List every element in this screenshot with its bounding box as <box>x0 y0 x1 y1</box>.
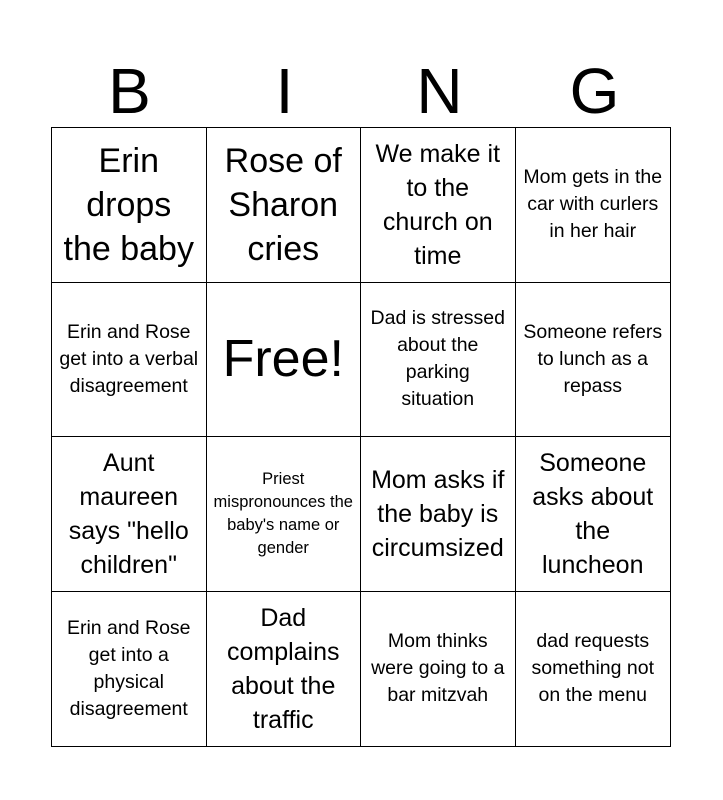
bingo-cell-r4c2[interactable] <box>207 592 362 747</box>
bingo-grid <box>51 127 671 747</box>
bingo-cell-r4c1[interactable] <box>52 592 207 747</box>
bingo-header <box>52 55 672 127</box>
bingo-cell-r2c3[interactable] <box>361 283 516 438</box>
header-letter-b: B <box>108 55 151 127</box>
header-letter-i: I <box>275 55 294 127</box>
cell-text: Someone asks about the luncheon <box>532 448 654 579</box>
cell-text: Erin and Rose get into a verbal disagreement <box>59 320 199 397</box>
cell-text: Rose of Sharon cries <box>224 141 342 268</box>
cell-text: Someone refers to lunch as a repass <box>523 320 663 397</box>
bingo-cell-r3c1[interactable] <box>52 437 207 592</box>
bingo-cell-r3c4[interactable] <box>516 437 671 592</box>
free-space-text: Free! <box>222 330 344 389</box>
cell-text: Dad complains about the traffic <box>226 603 340 734</box>
cell-text: Dad is stressed about the parking situation <box>370 307 505 411</box>
bingo-cell-r2c1[interactable] <box>52 283 207 438</box>
bingo-cell-r3c3[interactable] <box>361 437 516 592</box>
cell-text: Priest mispronounces the baby's name or gender <box>213 469 353 557</box>
bingo-cell-r1c1[interactable] <box>52 128 207 283</box>
header-letter-n: N <box>416 55 463 127</box>
bingo-cell-r1c3[interactable] <box>361 128 516 283</box>
bingo-cell-r1c4[interactable] <box>516 128 671 283</box>
cell-text: Aunt maureen says "hello children" <box>68 448 189 579</box>
bingo-cell-r4c4[interactable] <box>516 592 671 747</box>
bingo-cell-r2c4[interactable] <box>516 283 671 438</box>
bingo-cell-r1c2[interactable] <box>207 128 362 283</box>
cell-text: We make it to the church on time <box>375 139 501 270</box>
bingo-cell-free[interactable] <box>207 283 362 438</box>
cell-text: Erin drops the baby <box>63 141 194 268</box>
cell-text: Mom thinks were going to a bar mitzvah <box>371 630 505 707</box>
cell-text: dad requests something not on the menu <box>531 630 654 707</box>
bingo-cell-r4c3[interactable] <box>361 592 516 747</box>
cell-text: Mom gets in the car with curlers in her hair <box>523 166 663 243</box>
header-letter-g: G <box>569 55 620 127</box>
cell-text: Erin and Rose get into a physical disagreement <box>66 616 191 720</box>
bingo-cell-r3c2[interactable] <box>207 437 362 592</box>
cell-text: Mom asks if the baby is circumsized <box>371 465 505 562</box>
